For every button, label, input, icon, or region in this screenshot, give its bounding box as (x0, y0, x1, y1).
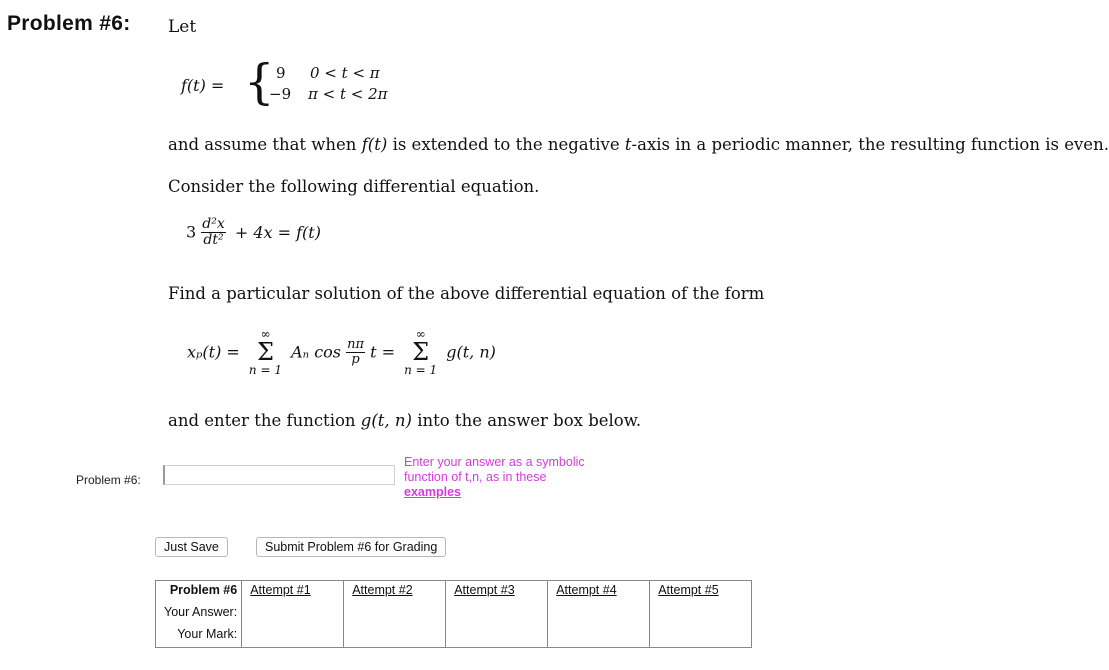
assume-text: and assume that when f(t) is extended to the negative t-axis in a periodic manner, the resulting function is even. (168, 135, 1109, 154)
attempt-2-link[interactable]: Attempt #2 (352, 583, 413, 597)
intro-text: Let (168, 17, 197, 37)
answer-cell (548, 603, 650, 625)
enter-text: and enter the function g(t, n) into the answer box below. (168, 411, 642, 430)
find-text: Find a particular solution of the above differential equation of the form (168, 284, 765, 303)
mark-cell (242, 625, 344, 648)
your-mark-label: Your Mark: (156, 625, 242, 648)
answer-cell (650, 603, 752, 625)
attempt-1-link[interactable]: Attempt #1 (250, 583, 311, 597)
answer-label: Problem #6: (76, 473, 141, 487)
mark-cell (446, 625, 548, 648)
sum-symbol-2: ∞ Σ n = 1 (404, 327, 438, 377)
your-answer-label: Your Answer: (156, 603, 242, 625)
mark-cell (344, 625, 446, 648)
submit-button[interactable]: Submit Problem #6 for Grading (256, 537, 446, 557)
mark-cell (650, 625, 752, 648)
left-brace: { (244, 54, 275, 110)
just-save-button[interactable]: Just Save (155, 537, 228, 557)
examples-link[interactable]: examples (404, 485, 461, 499)
ode-rest: + 4x = f(t) (234, 222, 321, 242)
answer-cell (446, 603, 548, 625)
answer-cell (242, 603, 344, 625)
ode-derivative-fraction: $\frac{\text{d²x}}{\text{dt²}}$ (202, 216, 225, 248)
attempt-3-link[interactable]: Attempt #3 (454, 583, 515, 597)
attempt-4-link[interactable]: Attempt #4 (556, 583, 617, 597)
mark-cell (548, 625, 650, 648)
differential-equation (186, 217, 321, 247)
series-term-b: t = (370, 342, 396, 362)
attempts-table (155, 580, 752, 648)
sum-symbol-1: ∞ Σ n = 1 (248, 327, 282, 377)
series-formula (187, 328, 496, 376)
case1-value: 9 (276, 64, 286, 82)
series-term-g: g(t, n) (446, 342, 496, 362)
answer-input[interactable] (163, 465, 395, 485)
answer-cell (344, 603, 446, 625)
problem-heading: Problem #6: (7, 12, 131, 35)
series-cos-fraction: $\frac{n\pi}{p}$ (347, 336, 365, 367)
answer-hint: Enter your answer as a symbolic function of t,n, as in these examples (404, 455, 585, 499)
case2-condition: π < t < 2π (308, 85, 388, 103)
ode-coefficient: 3 (186, 222, 197, 242)
table-header-problem: Problem #6 (156, 581, 242, 604)
attempt-5-link[interactable]: Attempt #5 (658, 583, 719, 597)
piecewise-lhs: f(t) = (181, 76, 225, 95)
series-lhs: xₚ(t) = (187, 342, 240, 362)
case2-value: −9 (269, 85, 292, 103)
consider-text: Consider the following differential equation. (168, 177, 540, 196)
case1-condition: 0 < t < π (310, 64, 380, 82)
series-term-a: Aₙ cos (291, 342, 341, 362)
